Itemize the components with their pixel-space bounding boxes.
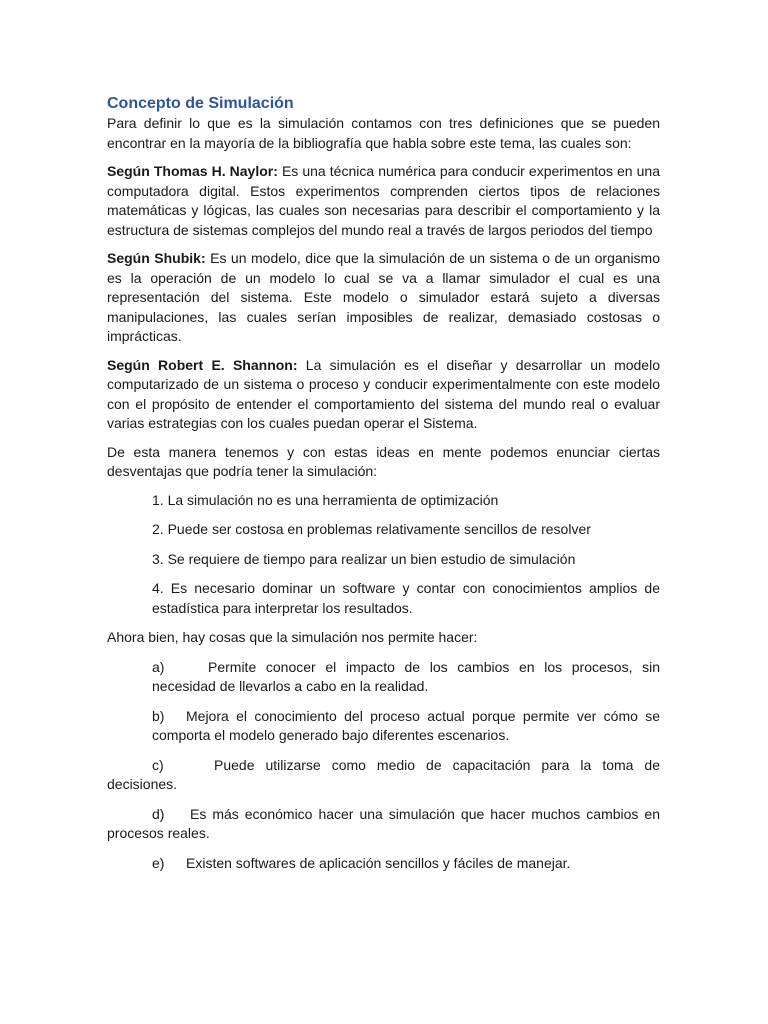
advantage-item-b bbox=[107, 707, 660, 746]
advantage-text: Puede utilizarse como medio de capacitación para la toma de decisiones. bbox=[107, 756, 660, 792]
advantage-text: Es más económico hacer una simulación que hacer muchos cambios en procesos reales. bbox=[107, 805, 660, 841]
advantage-text: Permite conocer el impacto de los cambios en los procesos, sin necesidad de llevarlos a cabo en la realidad. bbox=[152, 658, 660, 694]
definition-text: La simulación es el diseñar y desarrollar un modelo computarizado de un sistema o proceso y conducir experimentalmente con este modelo con el propósito de entender el comportamiento del sistema del mundo real o evaluar varias estrategias con los cuales puedan operar el Sistema. bbox=[107, 356, 660, 431]
definition-text: Es un modelo, dice que la simulación de un sistema o de un organismo es la operación de un modelo lo cual se va a llamar simulador el cual es una representación del sistema. Este modelo o simulador estará sujeto a diversas manipulaciones, las cuales serían imposibles de realizar, demasiado costosas o imprácticas. bbox=[107, 250, 661, 344]
definition-author: Según Thomas H. Naylor: bbox=[107, 163, 278, 179]
intro-paragraph: Para definir lo que es la simulación contamos con tres definiciones que se pueden encontrar en la mayoría de la bibliografía que habla sobre este tema, las cuales son: bbox=[107, 115, 660, 151]
advantage-item-d bbox=[107, 805, 660, 844]
advantage-label: c) bbox=[152, 756, 164, 773]
document-page bbox=[107, 94, 660, 873]
definition-shannon bbox=[107, 356, 660, 434]
advantage-label: b) bbox=[152, 707, 165, 724]
advantage-item-c bbox=[107, 756, 660, 795]
definition-text: Es una técnica numérica para conducir experimentos en una computadora digital. Estos experimentos comprenden ciertos tipos de relaciones matemáticas y lógicas, las cuales son necesarias para describir el comportamiento y la estructura de sistemas complejos del mundo real a través de largos periodos del tiempo bbox=[107, 163, 660, 238]
advantage-text: Existen softwares de aplicación sencillos y fáciles de manejar. bbox=[186, 854, 571, 871]
disadvantage-item: 1. La simulación no es una herramienta de optimización bbox=[152, 491, 499, 508]
definition-author: Según Robert E. Shannon: bbox=[107, 356, 298, 373]
disadvantages-intro: De esta manera tenemos y con estas ideas en mente podemos enunciar ciertas desventajas que podría tener la simulación: bbox=[107, 443, 660, 479]
disadvantage-item: 3. Se requiere de tiempo para realizar un bien estudio de simulación bbox=[152, 550, 576, 567]
advantage-item-a bbox=[107, 658, 660, 697]
advantages-intro: Ahora bien, hay cosas que la simulación nos permite hacer: bbox=[107, 629, 478, 645]
definition-author: Según Shubik: bbox=[107, 250, 206, 266]
advantage-label: d) bbox=[152, 805, 165, 822]
page-title: Concepto de Simulación bbox=[107, 95, 294, 112]
advantage-item-e bbox=[107, 854, 660, 874]
disadvantage-item: 2. Puede ser costosa en problemas relativamente sencillos de resolver bbox=[152, 521, 591, 537]
definition-naylor bbox=[107, 162, 660, 240]
definition-shubik bbox=[107, 249, 660, 347]
advantage-text: Mejora el conocimiento del proceso actual porque permite ver cómo se comporta el modelo generado bajo diferentes escenarios. bbox=[152, 707, 660, 743]
advantage-label: a) bbox=[152, 658, 165, 675]
advantage-label: e) bbox=[152, 854, 165, 871]
disadvantage-item: 4. Es necesario dominar un software y contar con conocimientos amplios de estadística para interpretar los resultados. bbox=[152, 580, 660, 616]
